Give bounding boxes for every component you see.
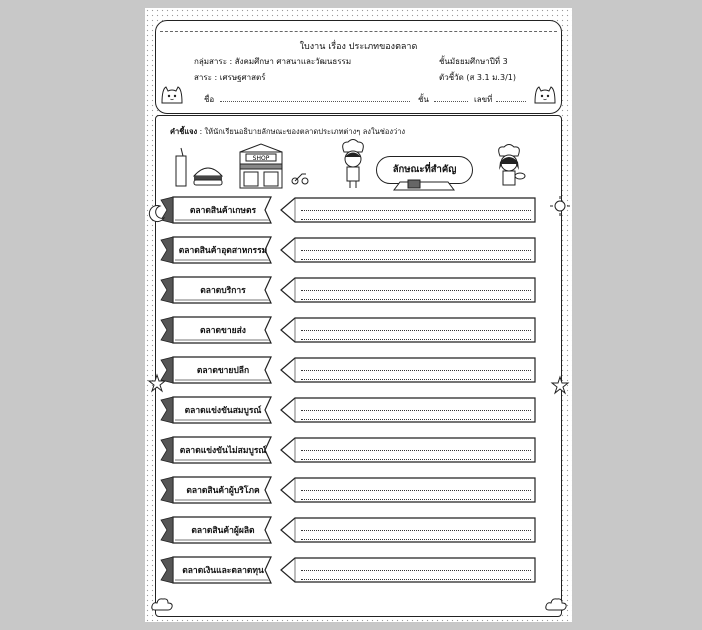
answer-line[interactable] (301, 371, 531, 380)
market-type-label: ตลาดขายส่ง (200, 326, 246, 336)
answer-box[interactable] (281, 436, 537, 464)
answer-line[interactable] (301, 282, 531, 291)
market-type-label: ตลาดขายปลีก (196, 366, 250, 376)
fastfood-illustration-icon (172, 146, 232, 190)
market-type-tag (159, 394, 277, 426)
answer-box[interactable] (281, 356, 537, 384)
answer-box[interactable] (281, 396, 537, 424)
chef-girl-icon (492, 144, 526, 192)
worksheet-title: ใบงาน เรื่อง ประเภทของตลาด (299, 42, 418, 52)
market-type-row (159, 234, 539, 270)
column-heading: ลักษณะที่สำคัญ (376, 156, 473, 184)
indicator: ตัวชี้วัด (ส 3.1 ม.3/1) (439, 73, 516, 82)
moon-icon (148, 204, 166, 222)
answer-line[interactable] (301, 242, 531, 251)
name-field[interactable] (220, 93, 410, 102)
answer-lines[interactable] (301, 242, 531, 262)
market-type-label: ตลาดสินค้าผู้บริโภค (186, 486, 260, 496)
market-type-row (159, 514, 539, 550)
answer-line[interactable] (301, 442, 531, 451)
market-type-label: ตลาดแข่งขันสมบูรณ์ (184, 406, 262, 416)
chef-boy-icon (336, 138, 370, 190)
instruction-label: คำชี้แจง (170, 127, 198, 136)
answer-box[interactable] (281, 196, 537, 224)
market-type-tag (159, 274, 277, 306)
market-type-row (159, 314, 539, 350)
answer-box[interactable] (281, 516, 537, 544)
star-right-icon (551, 376, 569, 394)
market-type-tag (159, 234, 277, 266)
answer-lines[interactable] (301, 202, 531, 222)
cloud-left-icon (151, 596, 173, 612)
answer-line[interactable] (301, 202, 531, 211)
answer-line[interactable] (301, 522, 531, 531)
market-type-label: ตลาดสินค้าอุตสาหกรรม (178, 246, 268, 256)
market-type-tag (159, 554, 277, 586)
class-field[interactable] (434, 93, 468, 102)
market-type-label: ตลาดบริการ (200, 286, 246, 296)
market-type-tag (159, 474, 277, 506)
answer-line[interactable] (301, 251, 531, 260)
market-type-row (159, 434, 539, 470)
class-label: ชั้น (418, 95, 429, 104)
cat-left-icon (159, 83, 185, 105)
answer-box[interactable] (281, 476, 537, 504)
cloud-right-icon (545, 596, 567, 612)
market-type-row (159, 554, 539, 590)
answer-line[interactable] (301, 531, 531, 540)
header-box (155, 20, 562, 114)
market-type-row (159, 274, 539, 310)
market-type-row (159, 354, 539, 390)
food-tray-icon (394, 178, 454, 194)
answer-box[interactable] (281, 556, 537, 584)
answer-line[interactable] (301, 411, 531, 420)
grade-level: ชั้นมัธยมศึกษาปีที่ 3 (439, 57, 508, 66)
market-type-label: ตลาดเงินและตลาดทุน (182, 566, 264, 576)
answer-lines[interactable] (301, 282, 531, 302)
answer-line[interactable] (301, 322, 531, 331)
subject-strand: สาระ : เศรษฐศาสตร์ (194, 73, 266, 82)
answer-line[interactable] (301, 491, 531, 500)
instruction (170, 126, 405, 138)
market-type-tag (159, 194, 277, 226)
market-type-label: ตลาดแข่งขันไม่สมบูรณ์ (179, 446, 267, 456)
market-type-tag (159, 434, 277, 466)
answer-lines[interactable] (301, 562, 531, 582)
answer-line[interactable] (301, 402, 531, 411)
name-label: ชื่อ (204, 95, 215, 104)
market-type-label: ตลาดสินค้าผู้ผลิต (191, 526, 255, 536)
worksheet-page (145, 8, 572, 622)
number-label: เลขที่ (474, 95, 493, 104)
answer-box[interactable] (281, 316, 537, 344)
answer-lines[interactable] (301, 522, 531, 542)
market-type-label: ตลาดสินค้าเกษตร (189, 206, 257, 216)
scooter-icon (290, 166, 310, 186)
answer-line[interactable] (301, 571, 531, 580)
answer-line[interactable] (301, 451, 531, 460)
answer-lines[interactable] (301, 482, 531, 502)
market-type-tag (159, 354, 277, 386)
instruction-text: : ให้นักเรียนอธิบายลักษณะของตลาดประเภทต่างๆ ลงในช่องว่าง (199, 127, 406, 136)
answer-box[interactable] (281, 236, 537, 264)
answer-line[interactable] (301, 331, 531, 340)
number-field[interactable] (496, 93, 526, 102)
market-type-row (159, 474, 539, 510)
shop-illustration-icon (234, 142, 288, 190)
answer-lines[interactable] (301, 322, 531, 342)
market-type-row (159, 394, 539, 430)
answer-box[interactable] (281, 276, 537, 304)
answer-lines[interactable] (301, 362, 531, 382)
answer-line[interactable] (301, 362, 531, 371)
answer-line[interactable] (301, 211, 531, 220)
cat-right-icon (532, 83, 558, 105)
sun-icon (550, 196, 570, 216)
shop-sign-text: SHOP (252, 155, 270, 162)
answer-line[interactable] (301, 482, 531, 491)
subject-group: กลุ่มสาระ : สังคมศึกษา ศาสนาและวัฒนธรรม (194, 57, 352, 66)
answer-line[interactable] (301, 562, 531, 571)
market-type-tag (159, 514, 277, 546)
market-type-row (159, 194, 539, 230)
answer-lines[interactable] (301, 402, 531, 422)
star-left-icon (148, 374, 166, 392)
answer-lines[interactable] (301, 442, 531, 462)
market-type-tag (159, 314, 277, 346)
answer-line[interactable] (301, 291, 531, 300)
